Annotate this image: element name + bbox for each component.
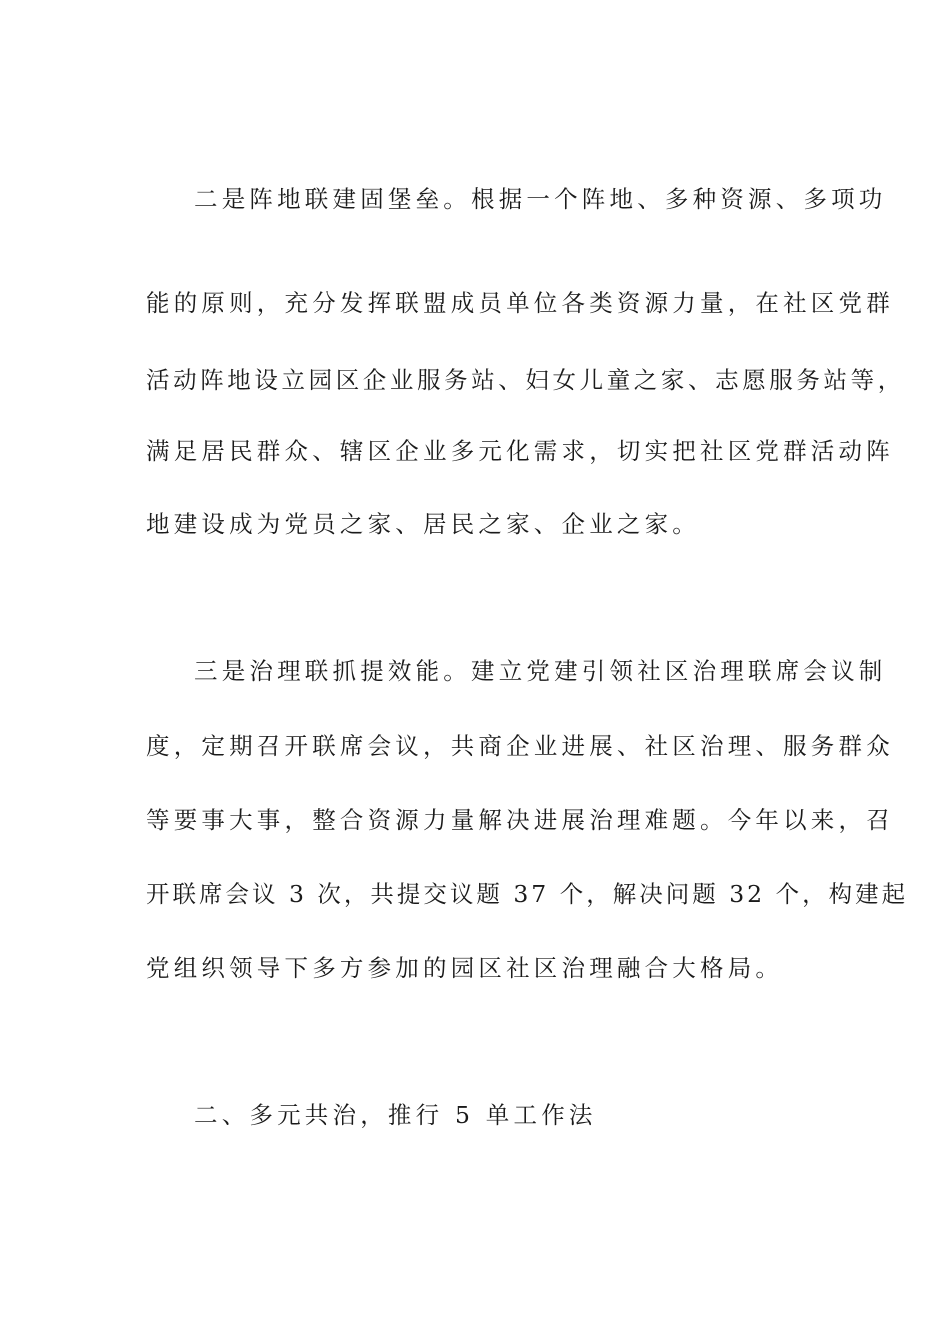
paragraph-line: 满足居民群众、辖区企业多元化需求，切实把社区党群活动阵 (146, 437, 894, 465)
paragraph-line: 等要事大事，整合资源力量解决进展治理难题。今年以来，召 (146, 806, 894, 834)
paragraph-line: 地建设成为党员之家、居民之家、企业之家。 (146, 510, 700, 538)
paragraph-line: 二是阵地联建固堡垒。根据一个阵地、多种资源、多项功 (194, 185, 887, 213)
paragraph-line: 活动阵地设立园区企业服务站、妇女儿童之家、志愿服务站等， (146, 366, 905, 394)
paragraph-line: 三是治理联抓提效能。建立党建引领社区治理联席会议制 (194, 657, 887, 685)
paragraph-line: 开联席会议 3 次，共提交议题 37 个，解决问题 32 个，构建起 (146, 880, 909, 908)
paragraph-line: 能的原则，充分发挥联盟成员单位各类资源力量，在社区党群 (146, 289, 894, 317)
section-heading: 二、多元共治，推行 5 单工作法 (194, 1101, 597, 1129)
paragraph-line: 党组织领导下多方参加的园区社区治理融合大格局。 (146, 954, 784, 982)
paragraph-line: 度，定期召开联席会议，共商企业进展、社区治理、服务群众 (146, 732, 894, 760)
